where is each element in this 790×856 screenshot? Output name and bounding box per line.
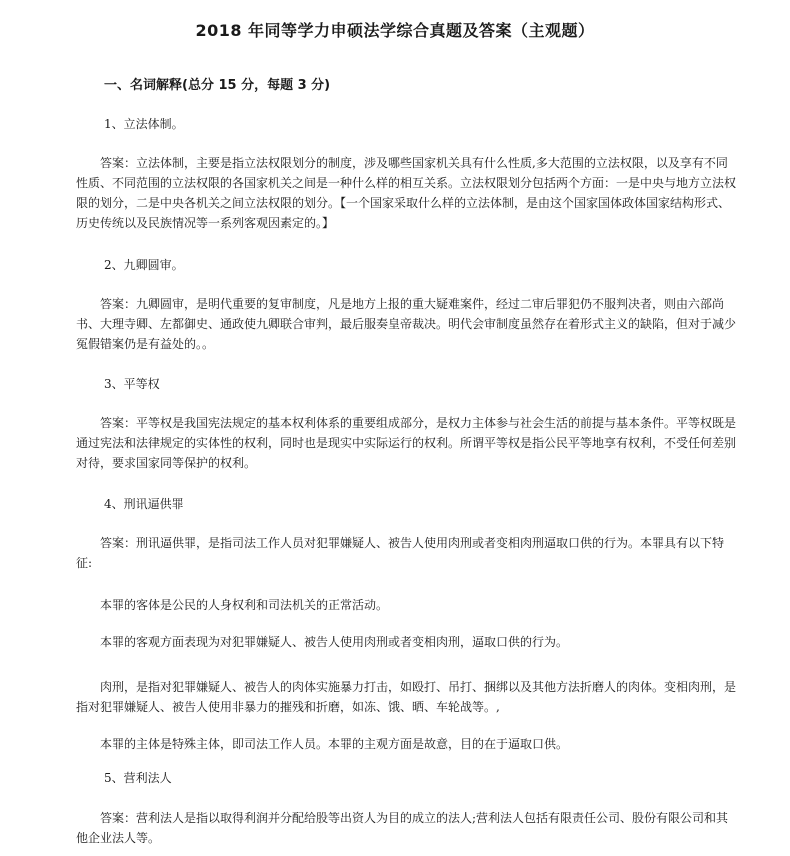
answer-paragraph-4-object: 本罪的客体是公民的人身权利和司法机关的正常活动。 <box>100 598 389 612</box>
item-heading-5: 5、营利法人 <box>104 771 172 785</box>
document-title: 2018 年同等学力申硕法学综合真题及答案（主观题） <box>195 21 595 40</box>
answer-paragraph-2: 答案：九卿圆审，是明代重要的复审制度，凡是地方上报的重大疑难案件，经过二审后罪犯仍不服判决者，则由六部尚书、大理寺卿、左都御史、通政使九卿联合审判，最后服奏皇帝裁决。明代会审制度虽然存在着形式主义的缺陷，但对于减少冤假错案仍是有益处的。。 <box>76 297 737 351</box>
answer-paragraph-4-torture: 肉刑，是指对犯罪嫌疑人、被告人的肉体实施暴力打击，如殴打、吊打、捆绑以及其他方法折磨人的肉体。变相肉刑，是指对犯罪嫌疑人、被告人使用非暴力的摧残和折磨，如冻、饿、晒、车轮战等。, <box>76 680 737 714</box>
answer-paragraph-3: 答案：平等权是我国宪法规定的基本权利体系的重要组成部分，是权力主体参与社会生活的前提与基本条件。平等权既是通过宪法和法律规定的实体性的权利，同时也是现实中实际运行的权利。所谓平等权是指公民平等地享有权利，不受任何差别对待，要求国家同等保护的权利。 <box>76 416 737 470</box>
item-heading-4: 4、刑讯逼供罪 <box>104 497 184 511</box>
answer-paragraph-1: 答案：立法体制，主要是指立法权限划分的制度，涉及哪些国家机关具有什么性质,多大范围的立法权限，以及享有不同性质、不同范围的立法权限的各国家机关之间是一种什么样的相互关系。立法权限划分包括两个方面：一是中央与地方立法权限的划分，二是中央各机关之间立法权限的划分。【一个国家采取什么样的立法体制，是由这个国家国体政体国家结构形式、历史传统以及民族情况等一系列客观因素定的。】 <box>76 156 737 230</box>
answer-paragraph-4: 答案：刑讯逼供罪，是指司法工作人员对犯罪嫌疑人、被告人使用肉刑或者变相肉刑逼取口供的行为。本罪具有以下特征: <box>76 536 725 570</box>
answer-paragraph-5: 答案：营利法人是指以取得利润并分配给股等出资人为目的成立的法人;营利法人包括有限责任公司、股份有限公司和其他企业法人等。 <box>76 811 729 845</box>
item-heading-2: 2、九卿圆审。 <box>104 258 184 272</box>
answer-paragraph-4-objective: 本罪的客观方面表现为对犯罪嫌疑人、被告人使用肉刑或者变相肉刑，逼取口供的行为。 <box>100 635 569 649</box>
section-heading: 一、名词解释(总分 15 分，每题 3 分) <box>104 78 331 93</box>
answer-paragraph-4-subject: 本罪的主体是特殊主体，即司法工作人员。本罪的主观方面是故意，目的在于逼取口供。 <box>100 737 569 751</box>
item-heading-3: 3、平等权 <box>104 377 160 391</box>
item-heading-1: 1、立法体制。 <box>104 117 184 131</box>
